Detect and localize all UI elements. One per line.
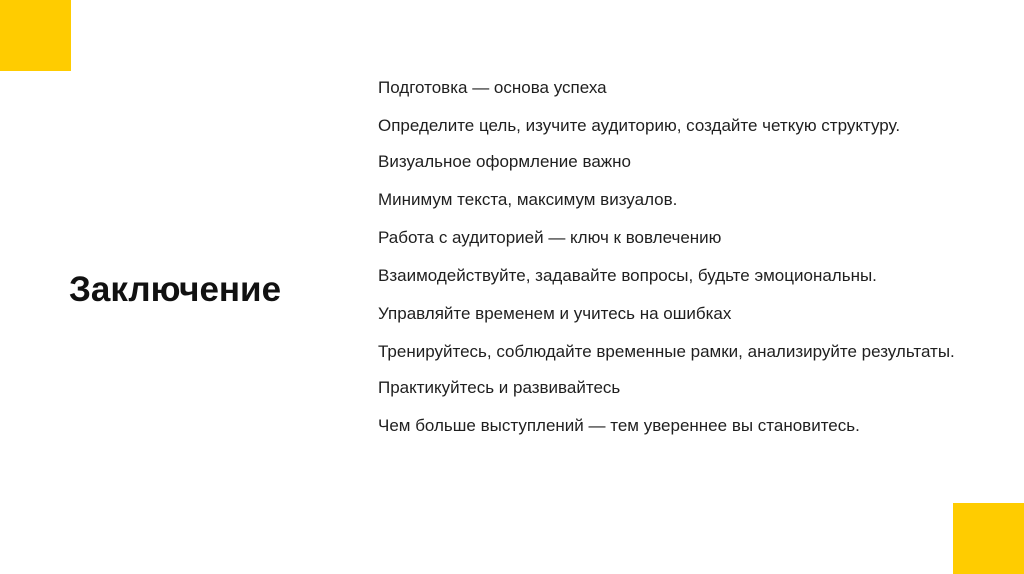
- accent-square-bottom-right: [953, 503, 1024, 574]
- content-line-text: Минимум текста, максимум визуалов.: [378, 190, 678, 209]
- content-line-text: Тренируйтесь, соблюдайте временные рамки, анализируйте результаты.: [378, 342, 955, 361]
- content-line-heading: Визуальное оформление важно: [378, 152, 631, 171]
- content-line-heading: Практикуйтесь и развивайтесь: [378, 378, 621, 397]
- content-list: [378, 75, 958, 451]
- content-line-heading: Управляйте временем и учитесь на ошибках: [378, 304, 732, 323]
- content-line-text: Чем больше выступлений — тем увереннее вы становитесь.: [378, 416, 860, 435]
- content-line-text: Взаимодействуйте, задавайте вопросы, будьте эмоциональны.: [378, 266, 877, 285]
- slide-title: Заключение: [69, 270, 282, 309]
- accent-square-top-left: [0, 0, 71, 71]
- content-line-heading: Подготовка — основа успеха: [378, 78, 607, 97]
- content-line-heading: Работа с аудиторией — ключ к вовлечению: [378, 228, 722, 247]
- content-line-text: Определите цель, изучите аудиторию, создайте четкую структуру.: [378, 116, 901, 135]
